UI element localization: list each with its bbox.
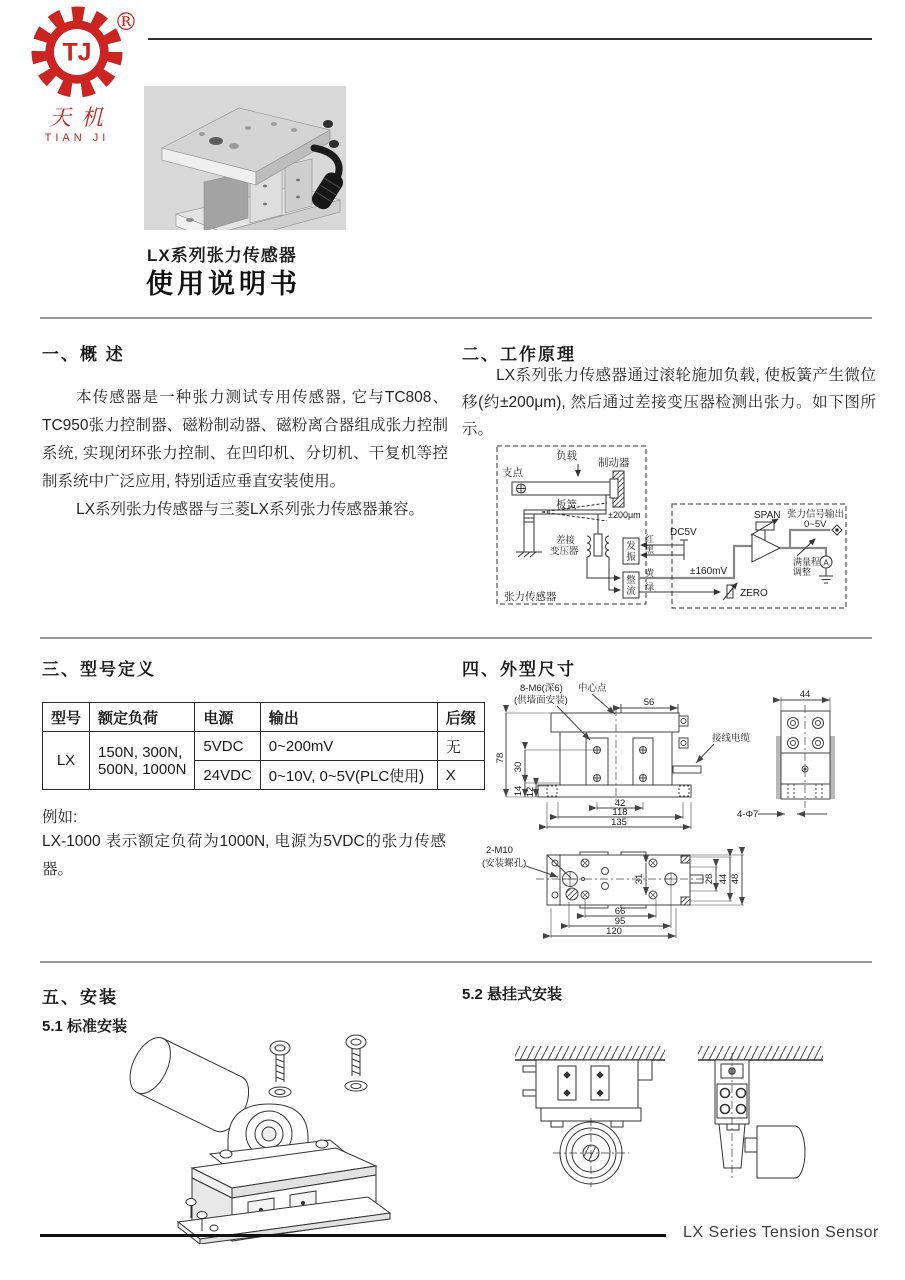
label-transformer2: 变压器 xyxy=(550,546,579,557)
dim-44: 44 xyxy=(799,689,811,700)
product-subtitle: LX系列张力传感器 xyxy=(147,246,297,265)
dim-30: 30 xyxy=(513,761,524,773)
label-rect2: 流 xyxy=(626,586,636,597)
label-4phi7: 4-Φ7 xyxy=(737,809,759,820)
dim-56: 56 xyxy=(643,697,655,708)
model-table xyxy=(42,702,485,790)
cell-load-line1: 150N, 300N, xyxy=(98,743,183,761)
label-center-point: 中心点 xyxy=(578,683,607,694)
registered-mark: ® xyxy=(114,8,138,36)
dim-78: 78 xyxy=(495,752,506,764)
section1-heading: 一、概 述 xyxy=(42,345,125,364)
table-row xyxy=(43,732,485,761)
table-header-row xyxy=(43,703,485,732)
label-pivot: 支点 xyxy=(502,467,523,479)
cell-power: 5VDC xyxy=(195,732,260,761)
dim-12: 12 xyxy=(525,786,536,798)
dim-135: 135 xyxy=(611,817,627,828)
dimension-drawing-bottom xyxy=(458,836,886,968)
col-suffix: 后缀 xyxy=(437,703,484,732)
section1-paragraph1: 本传感器是一种张力测试专用传感器, 它与TC808、TC950张力控制器、磁粉制动器、磁粉离合器组成张力控制系统, 实现闭环张力控制、在凹印机、分切机、干复机等控制系统中广泛应用, 特别适应垂直安装使用。 xyxy=(42,389,448,490)
label-transformer1: 差接 xyxy=(556,535,576,546)
col-power: 电源 xyxy=(195,703,260,732)
section5-sub2: 5.2 悬挂式安装 xyxy=(462,986,563,1003)
product-photo xyxy=(144,86,346,230)
cell-power: 24VDC xyxy=(195,761,260,790)
divider xyxy=(40,317,872,319)
section2-paragraph: LX系列张力传感器通过滚轮施加负载, 使板簧产生微位移(约±200μm), 然后通过差接变压器检测出张力。如下图所示。 xyxy=(462,367,876,438)
label-wire-yellow: 黄 xyxy=(645,568,655,578)
label-brake: 制动器 xyxy=(598,457,630,469)
col-model: 型号 xyxy=(43,703,90,732)
cell-load-line2: 500N, 1000N xyxy=(98,760,187,778)
example-label: 例如: xyxy=(42,809,78,826)
example-text: LX-1000 表示额定负荷为1000N, 电源为5VDC的张力传感器。 xyxy=(42,833,446,878)
dim-14: 14 xyxy=(513,785,524,797)
cell-suffix: 无 xyxy=(437,732,484,761)
label-fullscale1: 满量程 xyxy=(793,557,821,567)
label-m10: 2-M10 xyxy=(486,845,513,856)
label-mv: ±160mV xyxy=(690,566,728,577)
dim-95: 95 xyxy=(614,916,626,927)
logo-english: TIAN JI xyxy=(44,132,110,144)
dim-120: 120 xyxy=(606,926,622,937)
label-cable: 接线电缆 xyxy=(712,733,751,744)
label-signal-output: 张力信号输出 xyxy=(787,509,845,520)
header-rule xyxy=(148,38,872,40)
gear-logo-icon xyxy=(27,6,127,98)
suspended-install-drawing xyxy=(503,1038,843,1188)
logo-tj-text: TJ xyxy=(62,38,92,67)
working-principle-diagram xyxy=(494,442,886,614)
cell-suffix: X xyxy=(437,761,484,790)
label-displacement: ±200μm xyxy=(608,510,641,520)
label-spring: 板簧 xyxy=(556,499,577,511)
label-m6-note: (供墙面安装) xyxy=(514,695,568,706)
section4-heading: 四、外型尺寸 xyxy=(462,660,576,679)
dim-48: 48 xyxy=(730,873,741,885)
label-dc5v: DC5V xyxy=(670,527,697,538)
dim-28: 28 xyxy=(704,873,715,885)
label-rect1: 整 xyxy=(626,575,636,586)
col-load: 额定负荷 xyxy=(90,703,195,732)
label-load: 负载 xyxy=(556,450,577,462)
cell-load xyxy=(90,732,195,790)
col-output: 输出 xyxy=(260,703,437,732)
cell-output: 0~10V, 0~5V(PLC使用) xyxy=(260,761,437,790)
standard-install-drawing xyxy=(128,1032,398,1244)
label-wire-green: 绿 xyxy=(645,582,655,592)
dim-118: 118 xyxy=(612,807,628,818)
label-sensor: 张力传感器 xyxy=(504,591,557,603)
label-fullscale2: 调整 xyxy=(793,567,812,577)
label-m10-note: (安装螺孔) xyxy=(482,858,527,869)
cell-model: LX xyxy=(43,732,90,790)
brand-logo xyxy=(14,6,140,144)
section5-heading: 五、安装 xyxy=(42,988,118,1007)
label-ammeter: A xyxy=(823,558,829,568)
dimension-drawing-front xyxy=(458,680,886,835)
label-wire-red: 红 xyxy=(645,534,655,544)
label-osc2: 振 xyxy=(626,552,636,563)
label-output-range: 0~5V xyxy=(804,519,827,530)
label-m6: 8-M6(深6) xyxy=(520,683,563,694)
divider xyxy=(40,961,872,963)
footer-text: LX Series Tension Sensor xyxy=(683,1224,879,1241)
label-zero: ZERO xyxy=(740,588,768,599)
label-wire-black: 黑 xyxy=(645,545,655,555)
section5-sub1: 5.1 标准安装 xyxy=(42,1018,128,1035)
label-span: SPAN xyxy=(754,510,781,521)
footer-rule xyxy=(40,1234,666,1237)
section3-heading: 三、型号定义 xyxy=(42,660,156,679)
divider xyxy=(40,637,872,639)
logo-chinese: 天机 xyxy=(48,106,113,131)
label-osc1: 发 xyxy=(626,541,636,552)
dim-31: 31 xyxy=(634,873,645,885)
dim-42: 42 xyxy=(614,798,626,809)
dim-44b: 44 xyxy=(718,873,729,885)
section1-paragraph2: LX系列张力传感器与三菱LX系列张力传感器兼容。 xyxy=(76,501,425,518)
page-title: 使用说明书 xyxy=(146,269,301,299)
dim-66: 66 xyxy=(614,906,626,917)
cell-output: 0~200mV xyxy=(260,732,437,761)
section2-heading: 二、工作原理 xyxy=(462,345,576,364)
